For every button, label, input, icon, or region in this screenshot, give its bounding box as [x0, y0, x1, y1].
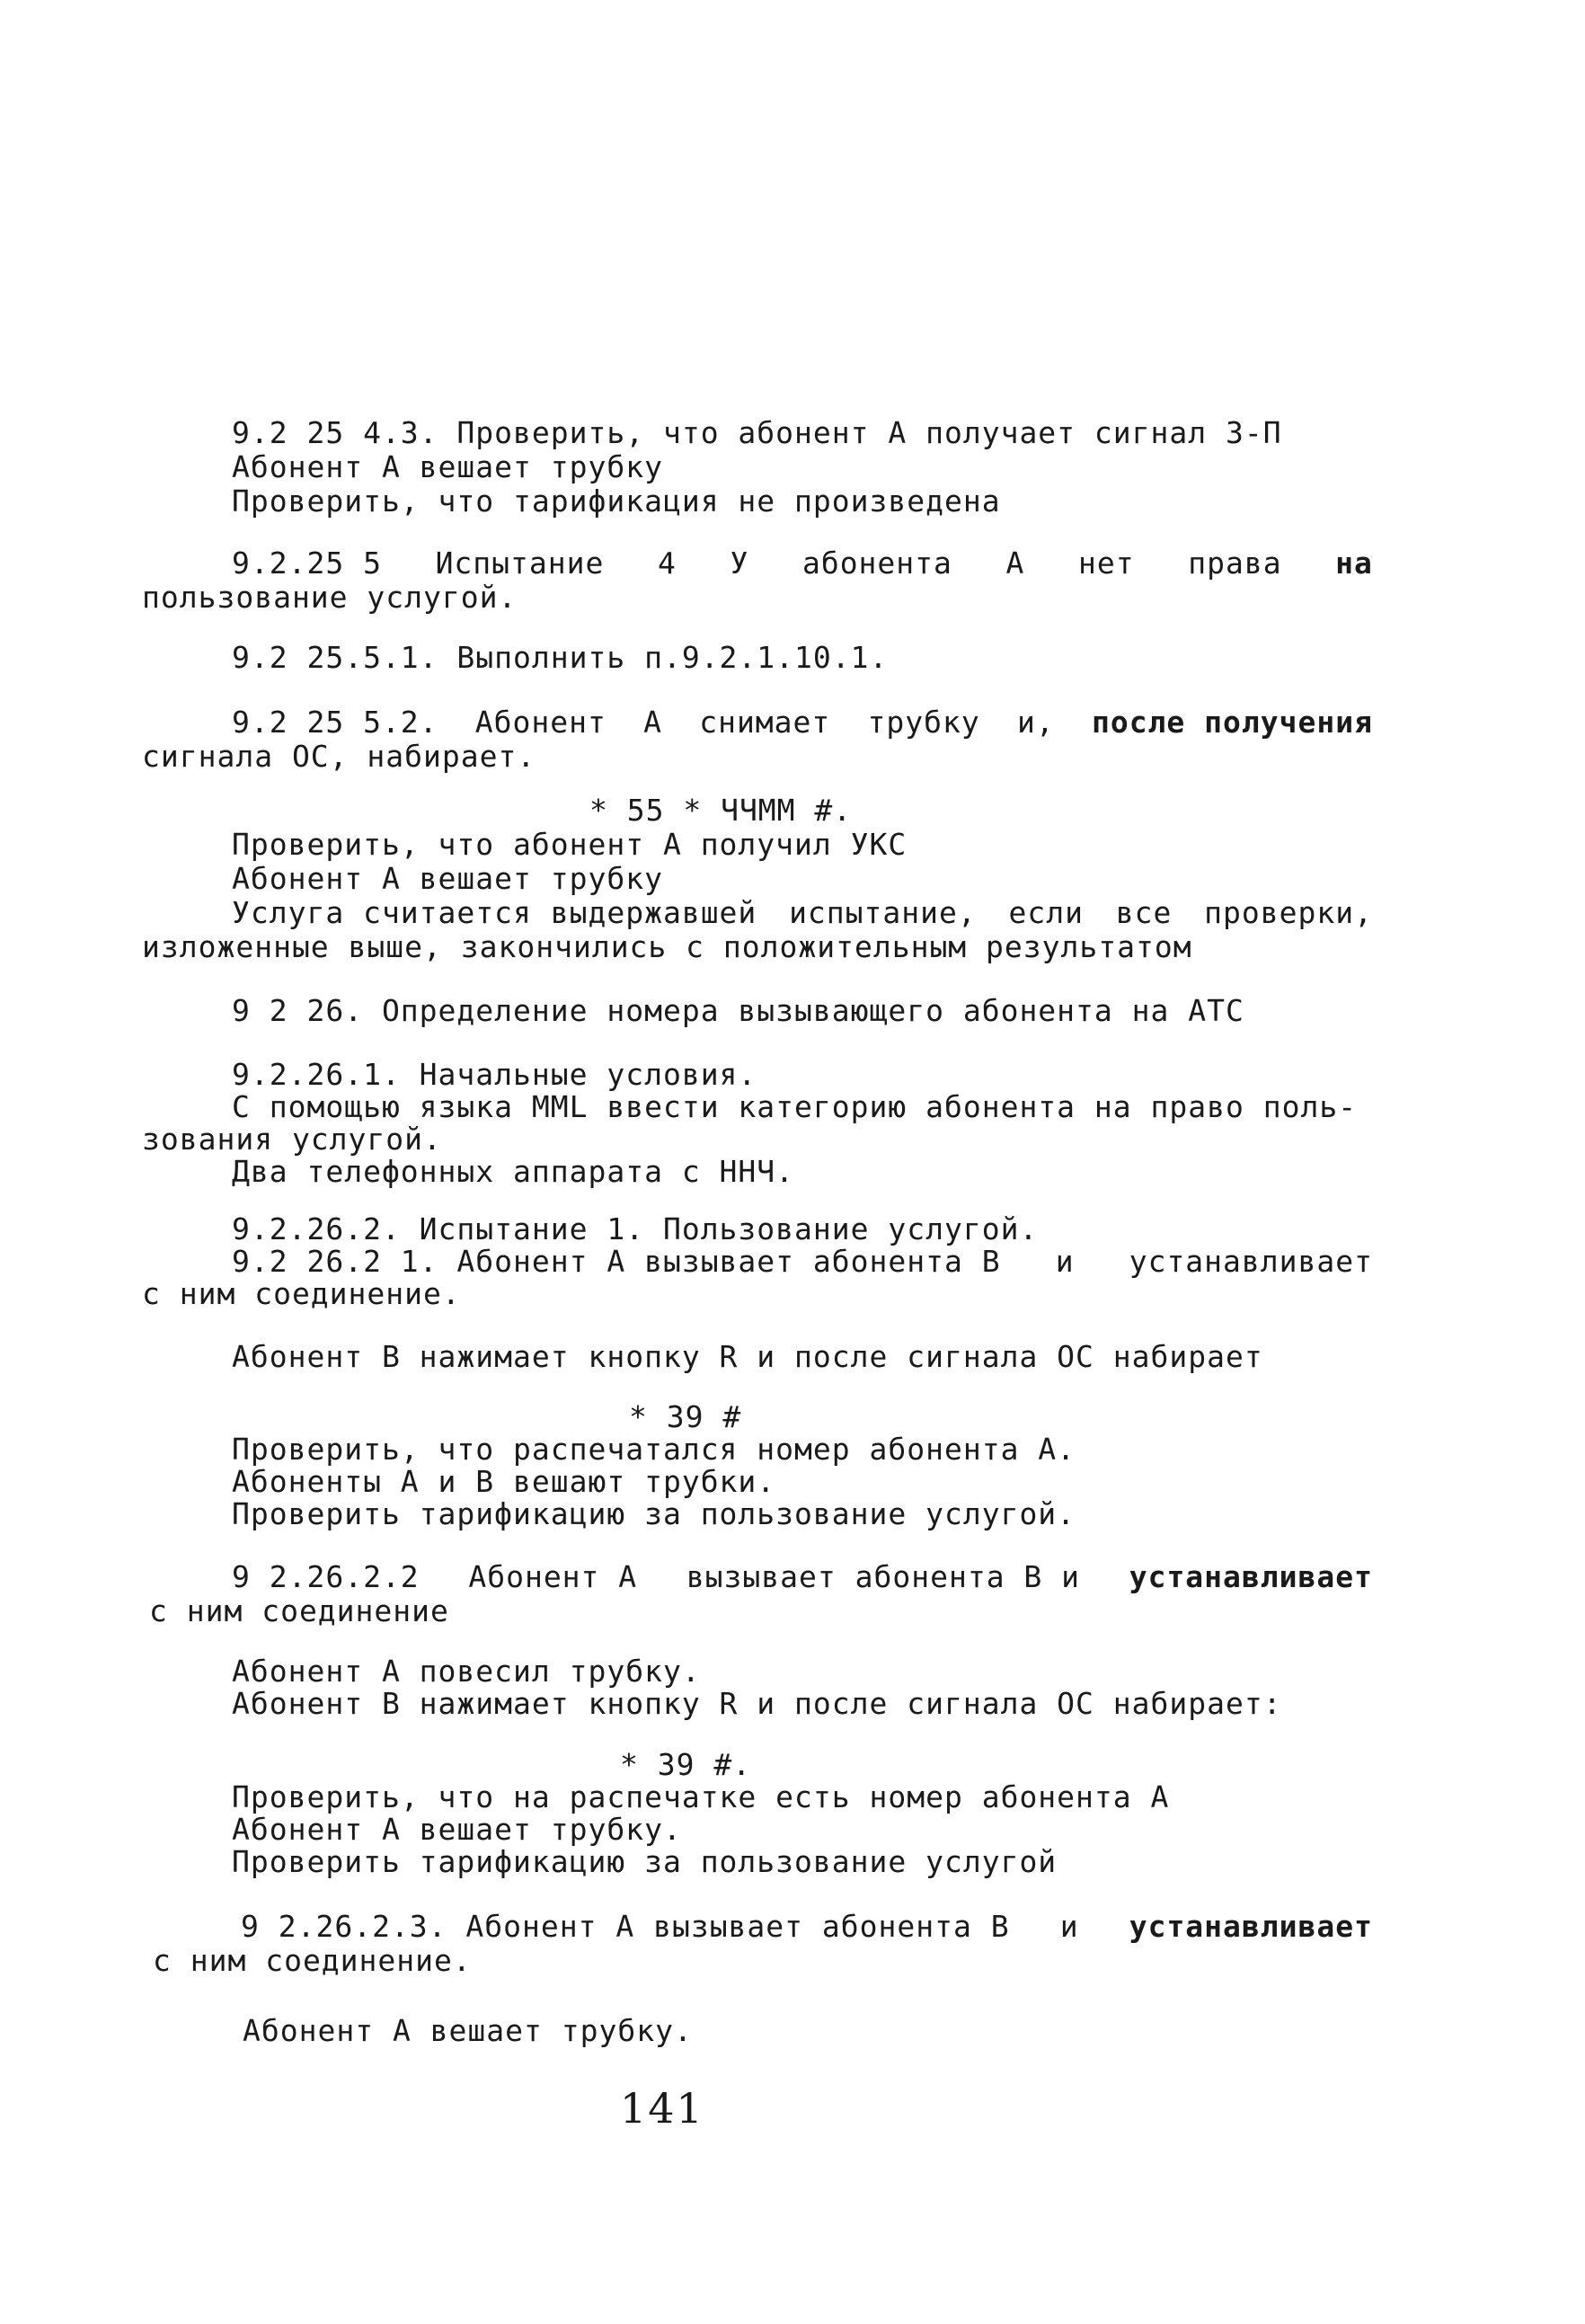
text-fragment: 9.2.25 5: [232, 546, 382, 581]
text-fragment: устанавливает: [1129, 1244, 1373, 1279]
text-line: 9.2.26.1. Начальные условия.: [232, 1057, 757, 1092]
text-line: с ним соединение: [149, 1593, 449, 1628]
text-fragment: Испытание: [435, 546, 605, 581]
text-fragment: Абонент: [474, 705, 607, 740]
text-line: Абонент А вешает трубку: [232, 861, 663, 896]
text-fragment: испытание,: [789, 895, 977, 930]
text-line: * 55 * ЧЧММ #.: [589, 793, 853, 828]
text-line: 9.2.26.2. Испытание 1. Пользование услугой.: [232, 1211, 1039, 1246]
text-line: зования услугой.: [142, 1122, 442, 1157]
justified-line: [232, 895, 1373, 931]
text-fragment: Услуга считается выдержавшей: [232, 895, 757, 930]
text-fragment: и: [1059, 1909, 1079, 1944]
text-fragment: и,: [1016, 705, 1055, 740]
text-fragment: Абонент А: [468, 1559, 638, 1594]
text-fragment: 9.2 25 5.2.: [232, 705, 438, 740]
justified-line: [241, 1909, 1373, 1945]
justified-line: [232, 546, 1373, 581]
text-fragment: проверки,: [1204, 895, 1373, 930]
text-line: Абоненты А и В вешают трубки.: [232, 1464, 776, 1499]
text-line: с ним соединение.: [153, 1943, 472, 1978]
text-fragment: У: [730, 546, 749, 581]
justified-line: [232, 1559, 1373, 1595]
text-fragment: если: [1008, 895, 1084, 930]
text-fragment: на: [1335, 546, 1373, 581]
text-fragment: права: [1188, 546, 1282, 581]
text-line: 9.2 25.5.1. Выполнить п.9.2.1.10.1.: [232, 640, 889, 675]
text-fragment: снимает: [699, 705, 831, 740]
justified-line: [232, 705, 1373, 741]
text-line: Проверить, что на распечатке есть номер абонента А: [232, 1779, 1170, 1814]
text-line: Проверить тарификацию за пользование услугой.: [232, 1496, 1076, 1531]
text-fragment: 9.2 26.2 1. Абонент А вызывает абонента В: [232, 1244, 1001, 1279]
text-line: Два телефонных аппарата с ННЧ.: [232, 1154, 795, 1189]
text-line: Абонент А вешает трубку.: [232, 1812, 682, 1847]
justified-line: [232, 1244, 1373, 1280]
text-line: Абонент В нажимает кнопку R и после сигнала ОС набирает: [232, 1339, 1263, 1374]
text-line: Абонент В нажимает кнопку R и после сигнала ОС набирает:: [232, 1686, 1282, 1721]
text-line: пользование услугой.: [142, 580, 518, 615]
text-fragment: после получения: [1091, 705, 1373, 740]
text-fragment: все: [1115, 895, 1173, 930]
text-fragment: абонента: [801, 546, 952, 581]
text-line: Проверить тарификацию за пользование услугой: [232, 1844, 1058, 1879]
page-number: 141: [620, 2084, 704, 2133]
text-fragment: А: [1005, 546, 1025, 581]
text-line: изложенные выше, закончились с положительным результатом: [142, 929, 1192, 964]
text-line: * 39 #.: [620, 1747, 752, 1782]
text-fragment: 4: [657, 546, 677, 581]
text-fragment: и: [1055, 1244, 1075, 1279]
text-line: Абонент А вешает трубку: [232, 449, 663, 484]
text-line: С помощью языка MML ввести категорию абонента на право поль-: [232, 1089, 1358, 1124]
text-fragment: устанавливает: [1129, 1559, 1373, 1594]
text-fragment: вызывает абонента В и: [686, 1559, 1081, 1594]
text-fragment: нет: [1078, 546, 1135, 581]
text-fragment: А: [643, 705, 662, 740]
text-fragment: устанавливает: [1129, 1909, 1373, 1944]
text-line: 9.2 25 4.3. Проверить, что абонент А получает сигнал 3-П: [232, 415, 1282, 450]
text-line: Абонент А вешает трубку.: [243, 2013, 693, 2048]
text-fragment: 9 2.26.2.2: [232, 1559, 420, 1594]
text-fragment: трубку: [867, 705, 980, 740]
text-fragment: 9 2.26.2.3. Абонент А вызывает абонента В: [241, 1909, 1010, 1944]
text-line: Проверить, что тарификация не произведена: [232, 483, 1001, 519]
text-line: Проверить, что распечатался номер абонента А.: [232, 1432, 1076, 1467]
text-line: Проверить, что абонент А получил УКС: [232, 827, 908, 862]
section-heading: 9 2 26. Определение номера вызывающего абонента на АТС: [232, 993, 1244, 1028]
text-line: Абонент А повесил трубку.: [232, 1654, 701, 1689]
text-line: сигнала ОС, набирает.: [142, 739, 536, 774]
text-line: * 39 #: [629, 1399, 742, 1434]
text-line: с ним соединение.: [142, 1276, 461, 1311]
